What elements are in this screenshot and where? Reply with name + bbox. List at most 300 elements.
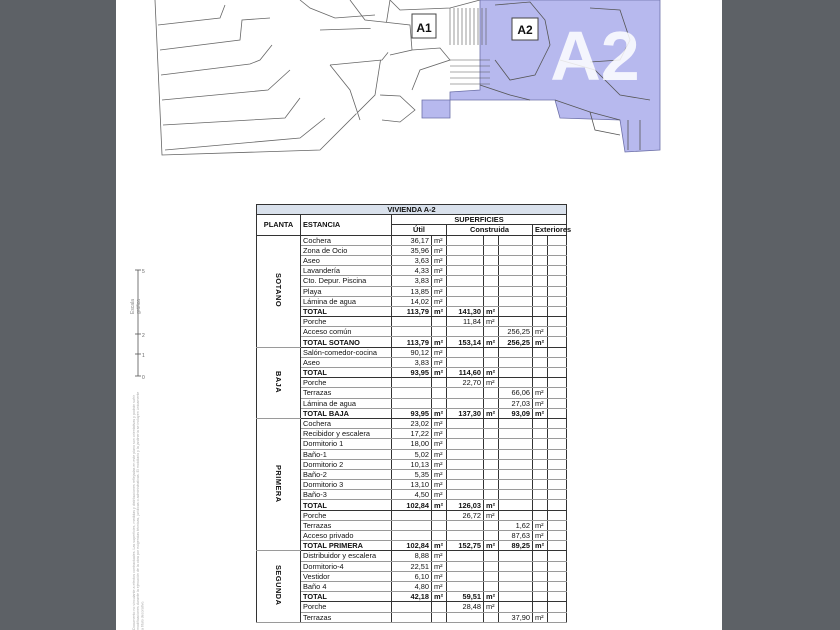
- exteriores-unit: [533, 306, 548, 316]
- exteriores-unit: [533, 429, 548, 439]
- construida-unit: m²: [484, 592, 499, 602]
- construida-value: [447, 439, 484, 449]
- exteriores-value: [499, 439, 533, 449]
- util-value: 102,84: [392, 541, 432, 551]
- util-unit: m²: [432, 347, 447, 357]
- blank-cell: [548, 388, 567, 398]
- a2-label: A2: [517, 23, 533, 37]
- table-title: VIVIENDA A-2: [257, 205, 567, 215]
- estancia-cell: TOTAL: [301, 306, 392, 316]
- exteriores-unit: [533, 602, 548, 612]
- table-row: [257, 286, 567, 296]
- exteriores-value: [499, 429, 533, 439]
- planta-label: BAJA: [274, 370, 283, 393]
- construida-unit: [484, 581, 499, 591]
- util-unit: m²: [432, 408, 447, 418]
- construida-value: [447, 531, 484, 541]
- estancia-cell: Aseo: [301, 255, 392, 265]
- construida-value: [447, 490, 484, 500]
- scale-mark: 5: [142, 269, 145, 275]
- construida-value: 137,30: [447, 408, 484, 418]
- blank-cell: [548, 337, 567, 347]
- table-row: [257, 418, 567, 428]
- exteriores-unit: [533, 255, 548, 265]
- construida-unit: [484, 357, 499, 367]
- header-estancia: ESTANCIA: [301, 215, 392, 235]
- a1-label: A1: [416, 21, 432, 35]
- exteriores-unit: [533, 571, 548, 581]
- scale-label: Escala gráfica: [130, 298, 142, 314]
- util-value: 14,02: [392, 296, 432, 306]
- util-value: 3,63: [392, 255, 432, 265]
- construida-value: 59,51: [447, 592, 484, 602]
- exteriores-value: [499, 490, 533, 500]
- util-value: 3,83: [392, 357, 432, 367]
- exteriores-value: [499, 418, 533, 428]
- table-body: [257, 235, 567, 622]
- construida-unit: m²: [484, 510, 499, 520]
- blank-cell: [548, 378, 567, 388]
- blank-cell: [548, 235, 567, 245]
- blank-cell: [548, 541, 567, 551]
- util-unit: m²: [432, 418, 447, 428]
- util-value: 102,84: [392, 500, 432, 510]
- table-row: [257, 602, 567, 612]
- util-value: [392, 317, 432, 327]
- construida-value: [447, 520, 484, 530]
- util-unit: m²: [432, 469, 447, 479]
- construida-unit: [484, 490, 499, 500]
- construida-unit: [484, 480, 499, 490]
- util-unit: m²: [432, 245, 447, 255]
- util-unit: m²: [432, 235, 447, 245]
- blank-cell: [548, 306, 567, 316]
- util-value: [392, 388, 432, 398]
- blank-cell: [548, 520, 567, 530]
- util-value: 3,83: [392, 276, 432, 286]
- construida-value: [447, 561, 484, 571]
- exteriores-unit: [533, 296, 548, 306]
- blank-cell: [548, 490, 567, 500]
- construida-value: [447, 255, 484, 265]
- estancia-cell: Acceso privado: [301, 531, 392, 541]
- construida-value: [447, 612, 484, 622]
- exteriores-value: [499, 571, 533, 581]
- blank-cell: [548, 368, 567, 378]
- blank-cell: [548, 296, 567, 306]
- header-planta: PLANTA: [257, 215, 301, 235]
- blank-cell: [548, 439, 567, 449]
- estancia-cell: Dormitorio 3: [301, 480, 392, 490]
- exteriores-value: 256,25: [499, 327, 533, 337]
- scale-mark: 1: [142, 353, 145, 359]
- construida-unit: [484, 571, 499, 581]
- table-row: [257, 551, 567, 561]
- blank-cell: [548, 266, 567, 276]
- table-total-row: [257, 306, 567, 316]
- exteriores-unit: [533, 592, 548, 602]
- planta-label: PRIMERA: [274, 464, 283, 503]
- exteriores-value: 89,25: [499, 541, 533, 551]
- exteriores-value: [499, 561, 533, 571]
- a2-watermark: A2: [550, 17, 640, 95]
- util-value: 113,79: [392, 306, 432, 316]
- construida-value: [447, 581, 484, 591]
- blank-cell: [548, 255, 567, 265]
- table-row: [257, 429, 567, 439]
- util-unit: m²: [432, 266, 447, 276]
- construida-value: 28,48: [447, 602, 484, 612]
- exteriores-value: [499, 266, 533, 276]
- util-value: [392, 612, 432, 622]
- blank-cell: [548, 276, 567, 286]
- construida-unit: m²: [484, 368, 499, 378]
- estancia-cell: Vestidor: [301, 571, 392, 581]
- construida-unit: [484, 276, 499, 286]
- table-row: [257, 235, 567, 245]
- estancia-cell: Lavandería: [301, 266, 392, 276]
- exteriores-value: [499, 581, 533, 591]
- util-unit: m²: [432, 439, 447, 449]
- util-unit: [432, 612, 447, 622]
- estancia-cell: Dormitorio 1: [301, 439, 392, 449]
- exteriores-value: [499, 235, 533, 245]
- util-value: 113,79: [392, 337, 432, 347]
- exteriores-value: 87,63: [499, 531, 533, 541]
- exteriores-unit: m²: [533, 531, 548, 541]
- util-unit: m²: [432, 500, 447, 510]
- construida-unit: [484, 296, 499, 306]
- exteriores-unit: m²: [533, 388, 548, 398]
- table-row: [257, 317, 567, 327]
- estancia-cell: Dormitorio-4: [301, 561, 392, 571]
- header-exteriores: Exteriores: [533, 225, 567, 235]
- util-value: 4,50: [392, 490, 432, 500]
- util-unit: m²: [432, 368, 447, 378]
- blank-cell: [548, 551, 567, 561]
- table-row: [257, 480, 567, 490]
- blank-cell: [548, 245, 567, 255]
- construida-unit: m²: [484, 306, 499, 316]
- header-util: Útil: [392, 225, 447, 235]
- construida-unit: [484, 327, 499, 337]
- blank-cell: [548, 459, 567, 469]
- construida-value: [447, 266, 484, 276]
- planta-cell: [257, 551, 301, 622]
- construida-unit: m²: [484, 602, 499, 612]
- construida-value: 26,72: [447, 510, 484, 520]
- util-unit: [432, 327, 447, 337]
- exteriores-unit: [533, 561, 548, 571]
- construida-value: 114,60: [447, 368, 484, 378]
- util-unit: [432, 510, 447, 520]
- exteriores-unit: [533, 368, 548, 378]
- blank-cell: [548, 612, 567, 622]
- exteriores-value: [499, 306, 533, 316]
- blank-cell: [548, 500, 567, 510]
- estancia-cell: Dormitorio 2: [301, 459, 392, 469]
- util-value: [392, 602, 432, 612]
- util-value: [392, 520, 432, 530]
- estancia-cell: Porche: [301, 510, 392, 520]
- blank-cell: [548, 571, 567, 581]
- construida-unit: m²: [484, 408, 499, 418]
- estancia-cell: Terrazas: [301, 612, 392, 622]
- construida-value: 11,84: [447, 317, 484, 327]
- exteriores-unit: [533, 286, 548, 296]
- estancia-cell: Porche: [301, 317, 392, 327]
- util-unit: m²: [432, 337, 447, 347]
- util-unit: m²: [432, 276, 447, 286]
- table-row: [257, 571, 567, 581]
- exteriores-value: [499, 469, 533, 479]
- legal-disclaimer: Documento no vinculante a efectos contractuales. Las superficies, medidas y distribuciones reflejadas en este plano son orientativas y podrán sufrir modificaciones durante la ejecución de la obra por exigencias técnicas, jurídicas o administrativas. El mobiliario y la jardinería se incluyen únicamente a título decorativo.: [132, 391, 145, 630]
- scale-mark: 2: [142, 333, 145, 339]
- util-unit: [432, 378, 447, 388]
- estancia-cell: Terrazas: [301, 388, 392, 398]
- table-row: [257, 561, 567, 571]
- util-unit: m²: [432, 571, 447, 581]
- construida-value: [447, 388, 484, 398]
- blank-cell: [548, 510, 567, 520]
- exteriores-value: [499, 551, 533, 561]
- util-value: 8,88: [392, 551, 432, 561]
- construida-value: [447, 296, 484, 306]
- estancia-cell: Lámina de agua: [301, 296, 392, 306]
- construida-value: [447, 418, 484, 428]
- construida-unit: m²: [484, 541, 499, 551]
- blank-cell: [548, 398, 567, 408]
- exteriores-unit: [533, 510, 548, 520]
- exteriores-unit: m²: [533, 520, 548, 530]
- blank-cell: [548, 480, 567, 490]
- exteriores-value: [499, 449, 533, 459]
- util-value: 36,17: [392, 235, 432, 245]
- estancia-cell: Baño-2: [301, 469, 392, 479]
- construida-value: [447, 245, 484, 255]
- table-row: [257, 520, 567, 530]
- exteriores-unit: [533, 551, 548, 561]
- util-unit: [432, 388, 447, 398]
- estancia-cell: Playa: [301, 286, 392, 296]
- planta-label: SEGUNDA: [274, 565, 283, 606]
- util-value: 35,96: [392, 245, 432, 255]
- util-value: 5,02: [392, 449, 432, 459]
- blank-cell: [548, 449, 567, 459]
- construida-value: 141,30: [447, 306, 484, 316]
- planta-cell: [257, 347, 301, 418]
- table-row: [257, 490, 567, 500]
- blank-cell: [548, 469, 567, 479]
- table-row: [257, 469, 567, 479]
- blank-cell: [548, 408, 567, 418]
- exteriores-value: [499, 500, 533, 510]
- exteriores-value: [499, 510, 533, 520]
- exteriores-value: [499, 357, 533, 367]
- construida-unit: [484, 266, 499, 276]
- exteriores-value: [499, 276, 533, 286]
- util-value: 23,02: [392, 418, 432, 428]
- exteriores-value: 27,03: [499, 398, 533, 408]
- document-page: [116, 0, 722, 630]
- blank-cell: [548, 327, 567, 337]
- exteriores-unit: m²: [533, 398, 548, 408]
- construida-value: 126,03: [447, 500, 484, 510]
- construida-unit: [484, 245, 499, 255]
- table-row: [257, 255, 567, 265]
- estancia-cell: Baño 4: [301, 581, 392, 591]
- exteriores-unit: [533, 317, 548, 327]
- table-row: [257, 245, 567, 255]
- util-unit: m²: [432, 490, 447, 500]
- construida-value: [447, 286, 484, 296]
- util-unit: [432, 531, 447, 541]
- exteriores-unit: [533, 480, 548, 490]
- estancia-cell: Acceso común: [301, 327, 392, 337]
- surface-table-container: [256, 204, 572, 630]
- exteriores-value: 93,09: [499, 408, 533, 418]
- exteriores-unit: [533, 469, 548, 479]
- util-value: 5,35: [392, 469, 432, 479]
- estancia-cell: Cto. Depur. Piscina: [301, 276, 392, 286]
- construida-value: [447, 480, 484, 490]
- util-value: [392, 378, 432, 388]
- construida-value: [447, 429, 484, 439]
- util-unit: m²: [432, 449, 447, 459]
- util-unit: [432, 317, 447, 327]
- exteriores-value: [499, 286, 533, 296]
- exteriores-value: [499, 592, 533, 602]
- construida-unit: m²: [484, 500, 499, 510]
- util-value: [392, 531, 432, 541]
- table-row: [257, 531, 567, 541]
- construida-unit: [484, 388, 499, 398]
- util-unit: m²: [432, 296, 447, 306]
- util-value: 22,51: [392, 561, 432, 571]
- site-plan-drawing: [150, 0, 660, 165]
- estancia-cell: Cochera: [301, 235, 392, 245]
- estancia-cell: Terrazas: [301, 520, 392, 530]
- exteriores-unit: [533, 266, 548, 276]
- estancia-cell: TOTAL BAJA: [301, 408, 392, 418]
- construida-unit: [484, 561, 499, 571]
- util-unit: m²: [432, 581, 447, 591]
- util-unit: m²: [432, 561, 447, 571]
- util-unit: m²: [432, 541, 447, 551]
- table-row: [257, 398, 567, 408]
- table-row: [257, 388, 567, 398]
- exteriores-unit: [533, 581, 548, 591]
- planta-cell: [257, 235, 301, 347]
- exteriores-unit: [533, 347, 548, 357]
- util-value: 18,00: [392, 439, 432, 449]
- exteriores-unit: [533, 245, 548, 255]
- construida-unit: [484, 418, 499, 428]
- estancia-cell: Aseo: [301, 357, 392, 367]
- util-value: [392, 398, 432, 408]
- construida-value: [447, 449, 484, 459]
- table-row: [257, 449, 567, 459]
- construida-value: [447, 469, 484, 479]
- construida-value: [447, 327, 484, 337]
- construida-unit: [484, 429, 499, 439]
- exteriores-unit: [533, 439, 548, 449]
- util-value: 93,95: [392, 408, 432, 418]
- table-total-row: [257, 500, 567, 510]
- construida-value: [447, 398, 484, 408]
- exteriores-value: [499, 459, 533, 469]
- construida-unit: [484, 551, 499, 561]
- construida-value: 153,14: [447, 337, 484, 347]
- exteriores-unit: [533, 276, 548, 286]
- util-unit: [432, 398, 447, 408]
- exteriores-value: [499, 378, 533, 388]
- blank-cell: [548, 561, 567, 571]
- exteriores-unit: m²: [533, 327, 548, 337]
- construida-unit: [484, 520, 499, 530]
- util-value: 6,10: [392, 571, 432, 581]
- estancia-cell: TOTAL: [301, 368, 392, 378]
- estancia-cell: Salón-comedor-cocina: [301, 347, 392, 357]
- exteriores-value: [499, 296, 533, 306]
- table-total-row: [257, 368, 567, 378]
- table-row: [257, 276, 567, 286]
- util-value: 93,95: [392, 368, 432, 378]
- estancia-cell: Baño-1: [301, 449, 392, 459]
- blank-cell: [548, 357, 567, 367]
- util-value: 4,33: [392, 266, 432, 276]
- estancia-cell: TOTAL SOTANO: [301, 337, 392, 347]
- construida-value: [447, 551, 484, 561]
- estancia-cell: Baño-3: [301, 490, 392, 500]
- exteriores-unit: [533, 357, 548, 367]
- table-row: [257, 581, 567, 591]
- exteriores-unit: [533, 235, 548, 245]
- planta-label: SOTANO: [274, 273, 283, 308]
- table-row: [257, 266, 567, 276]
- construida-unit: [484, 255, 499, 265]
- construida-value: 22,70: [447, 378, 484, 388]
- util-value: 90,12: [392, 347, 432, 357]
- exteriores-unit: m²: [533, 337, 548, 347]
- blank-cell: [548, 418, 567, 428]
- estancia-cell: Zona de Ocio: [301, 245, 392, 255]
- util-unit: m²: [432, 551, 447, 561]
- blank-cell: [548, 581, 567, 591]
- exteriores-value: 37,90: [499, 612, 533, 622]
- util-value: [392, 327, 432, 337]
- construida-unit: [484, 439, 499, 449]
- construida-unit: m²: [484, 378, 499, 388]
- construida-value: [447, 459, 484, 469]
- estancia-cell: Recibidor y escalera: [301, 429, 392, 439]
- table-row: [257, 347, 567, 357]
- util-value: [392, 510, 432, 520]
- construida-unit: [484, 531, 499, 541]
- exteriores-value: [499, 317, 533, 327]
- exteriores-value: [499, 602, 533, 612]
- util-unit: [432, 520, 447, 530]
- construida-value: [447, 235, 484, 245]
- table-row: [257, 510, 567, 520]
- construida-unit: [484, 286, 499, 296]
- estancia-cell: Porche: [301, 602, 392, 612]
- estancia-cell: Cochera: [301, 418, 392, 428]
- blank-cell: [548, 429, 567, 439]
- exteriores-value: 66,06: [499, 388, 533, 398]
- exteriores-unit: [533, 418, 548, 428]
- util-unit: m²: [432, 459, 447, 469]
